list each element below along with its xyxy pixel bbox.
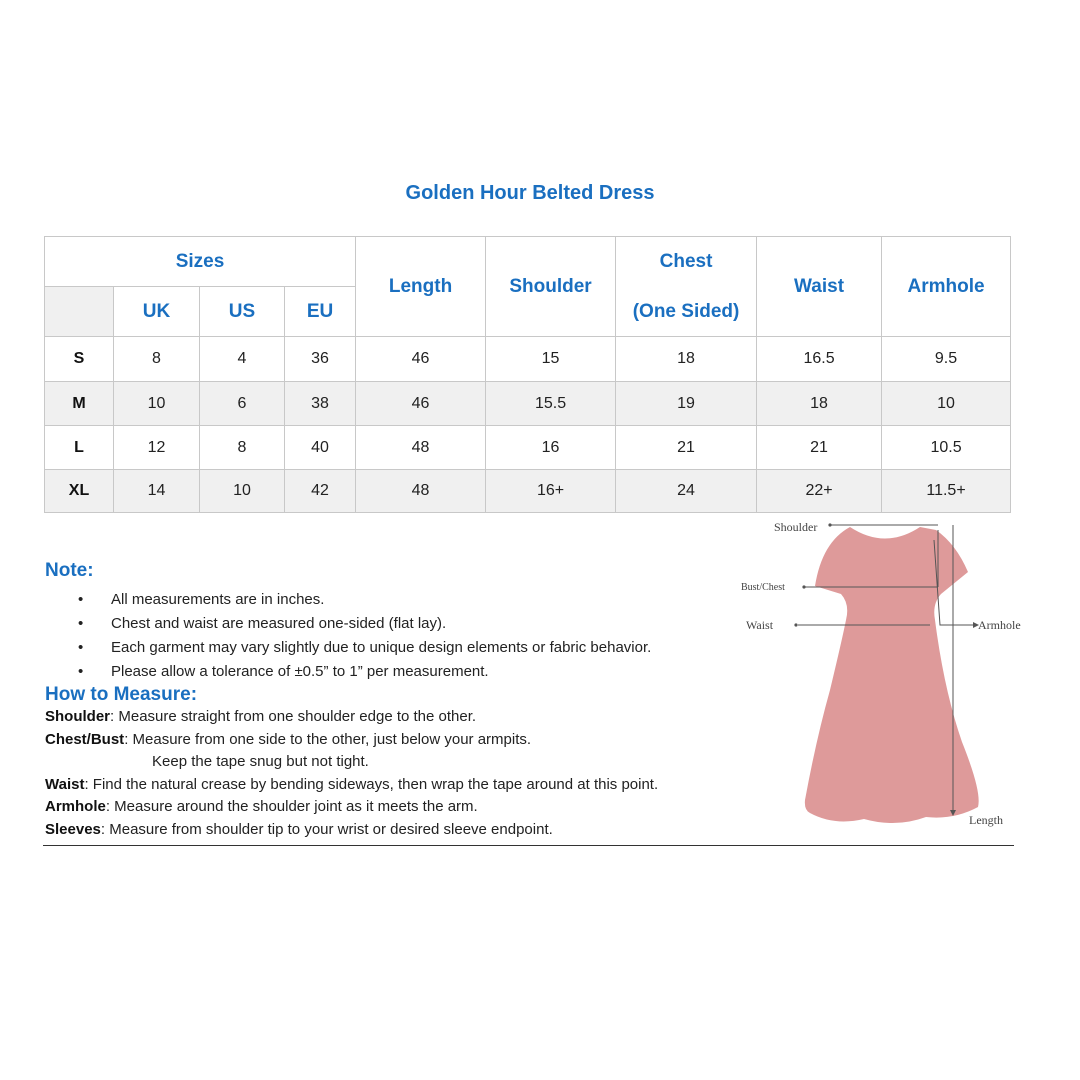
us-cell: 6 bbox=[200, 382, 285, 426]
table-row bbox=[45, 382, 1011, 426]
waist-cell: 18 bbox=[757, 382, 882, 426]
waist-label: Waist bbox=[746, 618, 774, 632]
measure-shoulder bbox=[45, 706, 785, 729]
chest-cell: 19 bbox=[616, 382, 757, 426]
eu-cell: 38 bbox=[285, 382, 356, 426]
chest-cell: 24 bbox=[616, 470, 757, 513]
measure-term: Sleeves bbox=[45, 820, 101, 838]
note-heading: Note: bbox=[45, 560, 94, 581]
dress-measurement-diagram bbox=[730, 510, 1050, 840]
uk-cell: 14 bbox=[114, 470, 200, 513]
length-cell: 48 bbox=[356, 470, 486, 513]
armhole-cell: 9.5 bbox=[882, 337, 1011, 382]
shoulder-cell: 16+ bbox=[486, 470, 616, 513]
chest-cell: 21 bbox=[616, 426, 757, 470]
waist-cell: 21 bbox=[757, 426, 882, 470]
chart-title: Golden Hour Belted Dress bbox=[405, 182, 655, 204]
shoulder-dot bbox=[828, 523, 831, 526]
measure-armhole bbox=[45, 796, 785, 819]
measure-text: : Measure around the shoulder joint as it meets the arm. bbox=[105, 798, 478, 816]
list-item: • Please allow a tolerance of ±0.5” to 1” per measurement. bbox=[45, 660, 785, 684]
us-cell: 8 bbox=[200, 426, 285, 470]
size-cell: S bbox=[45, 337, 114, 382]
armhole-cell: 11.5+ bbox=[882, 470, 1011, 513]
size-table bbox=[44, 236, 1011, 513]
table-row bbox=[45, 337, 1011, 382]
bust-chest-label: Bust/Chest bbox=[741, 582, 785, 593]
measure-chest bbox=[45, 729, 785, 752]
shoulder-label: Shoulder bbox=[774, 520, 818, 534]
length-cell: 46 bbox=[356, 382, 486, 426]
waist-header: Waist bbox=[757, 237, 882, 337]
measure-term: Armhole bbox=[45, 798, 106, 816]
measure-text: : Measure straight from one shoulder edge to the other. bbox=[110, 708, 477, 725]
chest-header bbox=[616, 237, 757, 337]
measure-term: Shoulder bbox=[45, 708, 111, 725]
size-cell: M bbox=[45, 382, 114, 426]
measure-term: Waist bbox=[45, 775, 85, 793]
eu-header: EU bbox=[285, 287, 356, 337]
uk-cell: 10 bbox=[114, 382, 200, 426]
size-cell: L bbox=[45, 426, 114, 470]
us-cell: 4 bbox=[200, 337, 285, 382]
length-header: Length bbox=[356, 237, 486, 337]
eu-cell: 42 bbox=[285, 470, 356, 513]
armhole-cell: 10 bbox=[882, 382, 1011, 426]
list-item: • All measurements are in inches. bbox=[45, 588, 785, 612]
blank-header-cell bbox=[45, 287, 114, 337]
us-cell: 10 bbox=[200, 470, 285, 513]
shoulder-cell: 15 bbox=[486, 337, 616, 382]
shoulder-cell: 16 bbox=[486, 426, 616, 470]
shoulder-cell: 15.5 bbox=[486, 382, 616, 426]
us-header: US bbox=[200, 287, 285, 337]
waist-cell: 16.5 bbox=[757, 337, 882, 382]
table-row bbox=[45, 470, 1011, 513]
uk-cell: 8 bbox=[114, 337, 200, 382]
chest-header-line2: (One Sided) bbox=[632, 300, 740, 322]
length-cell: 48 bbox=[356, 426, 486, 470]
measure-sleeves bbox=[45, 819, 785, 842]
size-cell: XL bbox=[45, 470, 114, 513]
armhole-header: Armhole bbox=[882, 237, 1011, 337]
uk-header: UK bbox=[114, 287, 200, 337]
waist-cell: 22+ bbox=[757, 470, 882, 513]
measure-text: : Find the natural crease by bending sideways, then wrap the tape around at this point. bbox=[84, 775, 659, 793]
bottom-divider bbox=[43, 845, 1014, 846]
armhole-label: Armhole bbox=[978, 618, 1021, 632]
how-to-heading: How to Measure: bbox=[45, 684, 198, 705]
sizes-header: Sizes bbox=[45, 237, 356, 287]
uk-cell: 12 bbox=[114, 426, 200, 470]
measure-text: : Measure from one side to the other, just below your armpits. bbox=[124, 730, 532, 748]
measure-chest-continued: Keep the tape snug but not tight. bbox=[152, 753, 369, 771]
chest-header-line1: Chest bbox=[659, 250, 713, 272]
length-cell: 46 bbox=[356, 337, 486, 382]
waist-dot bbox=[794, 623, 797, 626]
bust-dot bbox=[802, 585, 805, 588]
measure-waist bbox=[45, 774, 785, 797]
list-item: • Chest and waist are measured one-sided (flat lay). bbox=[45, 612, 785, 636]
shoulder-header: Shoulder bbox=[486, 237, 616, 337]
eu-cell: 40 bbox=[285, 426, 356, 470]
notes-section bbox=[45, 560, 785, 842]
measure-text: : Measure from shoulder tip to your wrist or desired sleeve endpoint. bbox=[100, 820, 553, 838]
measure-term: Chest/Bust bbox=[45, 730, 125, 748]
chest-cell: 18 bbox=[616, 337, 757, 382]
list-item: • Each garment may vary slightly due to unique design elements or fabric behavior. bbox=[45, 636, 785, 660]
table-row bbox=[45, 426, 1011, 470]
armhole-cell: 10.5 bbox=[882, 426, 1011, 470]
length-label: Length bbox=[969, 813, 1003, 827]
note-list bbox=[45, 588, 785, 684]
eu-cell: 36 bbox=[285, 337, 356, 382]
